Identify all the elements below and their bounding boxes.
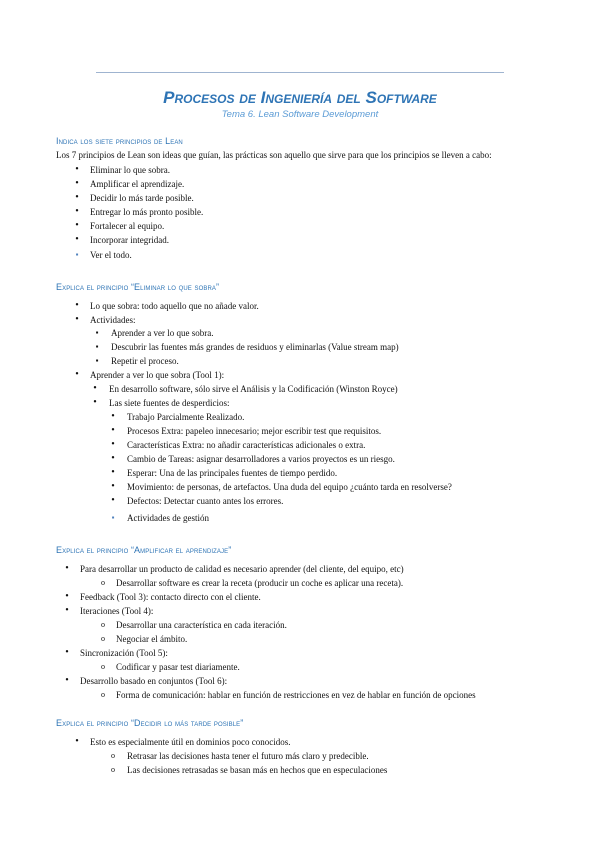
list-item: Ver el todo. (90, 250, 132, 260)
bullet-marker: • (111, 453, 115, 464)
list-item: Retrasar las decisiones hasta tener el futuro más claro y predecible. (127, 751, 369, 761)
list-item: Actividades: (90, 315, 136, 325)
list-item: Eliminar lo que sobra. (90, 165, 170, 175)
list-item: Entregar lo más pronto posible. (90, 207, 204, 217)
bullet-marker: • (111, 495, 115, 506)
bullet-marker: • (93, 397, 97, 408)
bullet-marker: • (75, 369, 79, 380)
square-marker: ▪ (95, 356, 99, 365)
list-item: Trabajo Parcialmente Realizado. (127, 412, 245, 422)
bullet-marker: • (111, 425, 115, 436)
bullet-marker: • (111, 439, 115, 450)
header-rule (96, 72, 504, 73)
circle-marker: o (101, 690, 105, 699)
blue-bullet-marker: ▪ (75, 250, 79, 259)
bullet-marker: • (65, 563, 69, 574)
square-marker: ▪ (95, 342, 99, 351)
bullet-marker: • (75, 736, 79, 747)
bullet-marker: • (75, 164, 79, 175)
bullet-marker: • (75, 192, 79, 203)
bullet-marker: • (111, 467, 115, 478)
bullet-marker: • (75, 300, 79, 311)
list-item: Características Extra: no añadir características adicionales o extra. (127, 440, 366, 450)
blue-bullet-marker: ▪ (111, 513, 115, 522)
section-heading-amplificar: Explica el principio “Amplificar el aprendizaje” (56, 545, 232, 555)
bullet-marker: • (111, 411, 115, 422)
list-item: En desarrollo software, sólo sirve el Análisis y la Codificación (Winston Royce) (109, 384, 398, 394)
bullet-marker: • (65, 675, 69, 686)
square-marker: ▪ (95, 328, 99, 337)
section-heading-eliminar: Explica el principio “Eliminar lo que sobra” (56, 282, 220, 292)
document-title: Procesos de Ingeniería del Software (163, 88, 437, 107)
list-item: Desarrollar software es crear la receta (producir un coche es aplicar una receta). (116, 578, 404, 588)
bullet-marker: • (93, 383, 97, 394)
circle-marker: o (101, 634, 105, 643)
list-item: Para desarrollar un producto de calidad es necesario aprender (del cliente, del equipo, etc) (80, 564, 404, 574)
bullet-marker: • (75, 234, 79, 245)
bullet-marker: • (75, 178, 79, 189)
list-item: Actividades de gestión (127, 513, 209, 523)
circle-marker: o (101, 620, 105, 629)
list-item: Desarrollar una característica en cada iteración. (116, 620, 287, 630)
list-item: Decidir lo más tarde posible. (90, 193, 194, 203)
list-item: Codificar y pasar test diariamente. (116, 662, 240, 672)
circle-marker: o (111, 765, 115, 774)
section-heading-decidir: Explica el principio “Decidir lo más tarde posible” (56, 718, 244, 728)
bullet-marker: • (75, 206, 79, 217)
section-heading-principios: Indica los siete principios de Lean (56, 136, 183, 146)
bullet-marker: • (111, 481, 115, 492)
list-item: Desarrollo basado en conjuntos (Tool 6): (80, 676, 228, 686)
list-item: Aprender a ver lo que sobra. (111, 328, 214, 338)
list-item: Las siete fuentes de desperdicios: (109, 398, 230, 408)
list-item: Incorporar integridad. (90, 235, 169, 245)
list-item: Cambio de Tareas: asignar desarrolladores a varios proyectos es un riesgo. (127, 454, 395, 464)
bullet-marker: • (75, 314, 79, 325)
list-item: Sincronización (Tool 5): (80, 648, 168, 658)
list-item: Amplificar el aprendizaje. (90, 179, 185, 189)
bullet-marker: • (75, 220, 79, 231)
list-item: Las decisiones retrasadas se basan más en hechos que en especulaciones (127, 765, 388, 775)
document-subtitle: Tema 6. Lean Software Development (221, 109, 379, 120)
list-item: Aprender a ver lo que sobra (Tool 1): (90, 370, 225, 380)
list-item: Procesos Extra: papeleo innecesario; mejor escribir test que requisitos. (127, 426, 382, 436)
section-intro: Los 7 principios de Lean son ideas que guían, las prácticas son aquello que sirve para que los principios se lleven a cabo: (56, 150, 492, 160)
bullet-marker: • (65, 591, 69, 602)
list-item: Esperar: Una de las principales fuentes de tiempo perdido. (127, 468, 338, 478)
circle-marker: o (101, 578, 105, 587)
bullet-marker: • (65, 647, 69, 658)
list-item: Feedback (Tool 3): contacto directo con el cliente. (80, 592, 261, 602)
list-item: Movimiento: de personas, de artefactos. Una duda del equipo ¿cuánto tarda en resolverse? (127, 482, 452, 492)
list-item: Negociar el ámbito. (116, 634, 188, 644)
list-item: Forma de comunicación: hablar en función de restricciones en vez de hablar en función de opciones (116, 690, 476, 700)
circle-marker: o (101, 662, 105, 671)
list-item: Esto es especialmente útil en dominios poco conocidos. (90, 737, 291, 747)
circle-marker: o (111, 751, 115, 760)
list-item: Fortalecer al equipo. (90, 221, 165, 231)
bullet-marker: • (65, 605, 69, 616)
list-item: Iteraciones (Tool 4): (80, 606, 154, 616)
list-item: Lo que sobra: todo aquello que no añade valor. (90, 301, 259, 311)
list-item: Repetir el proceso. (111, 356, 179, 366)
list-item: Defectos: Detectar cuanto antes los errores. (127, 496, 284, 506)
list-item: Descubrir las fuentes más grandes de residuos y eliminarlas (Value stream map) (111, 342, 399, 352)
